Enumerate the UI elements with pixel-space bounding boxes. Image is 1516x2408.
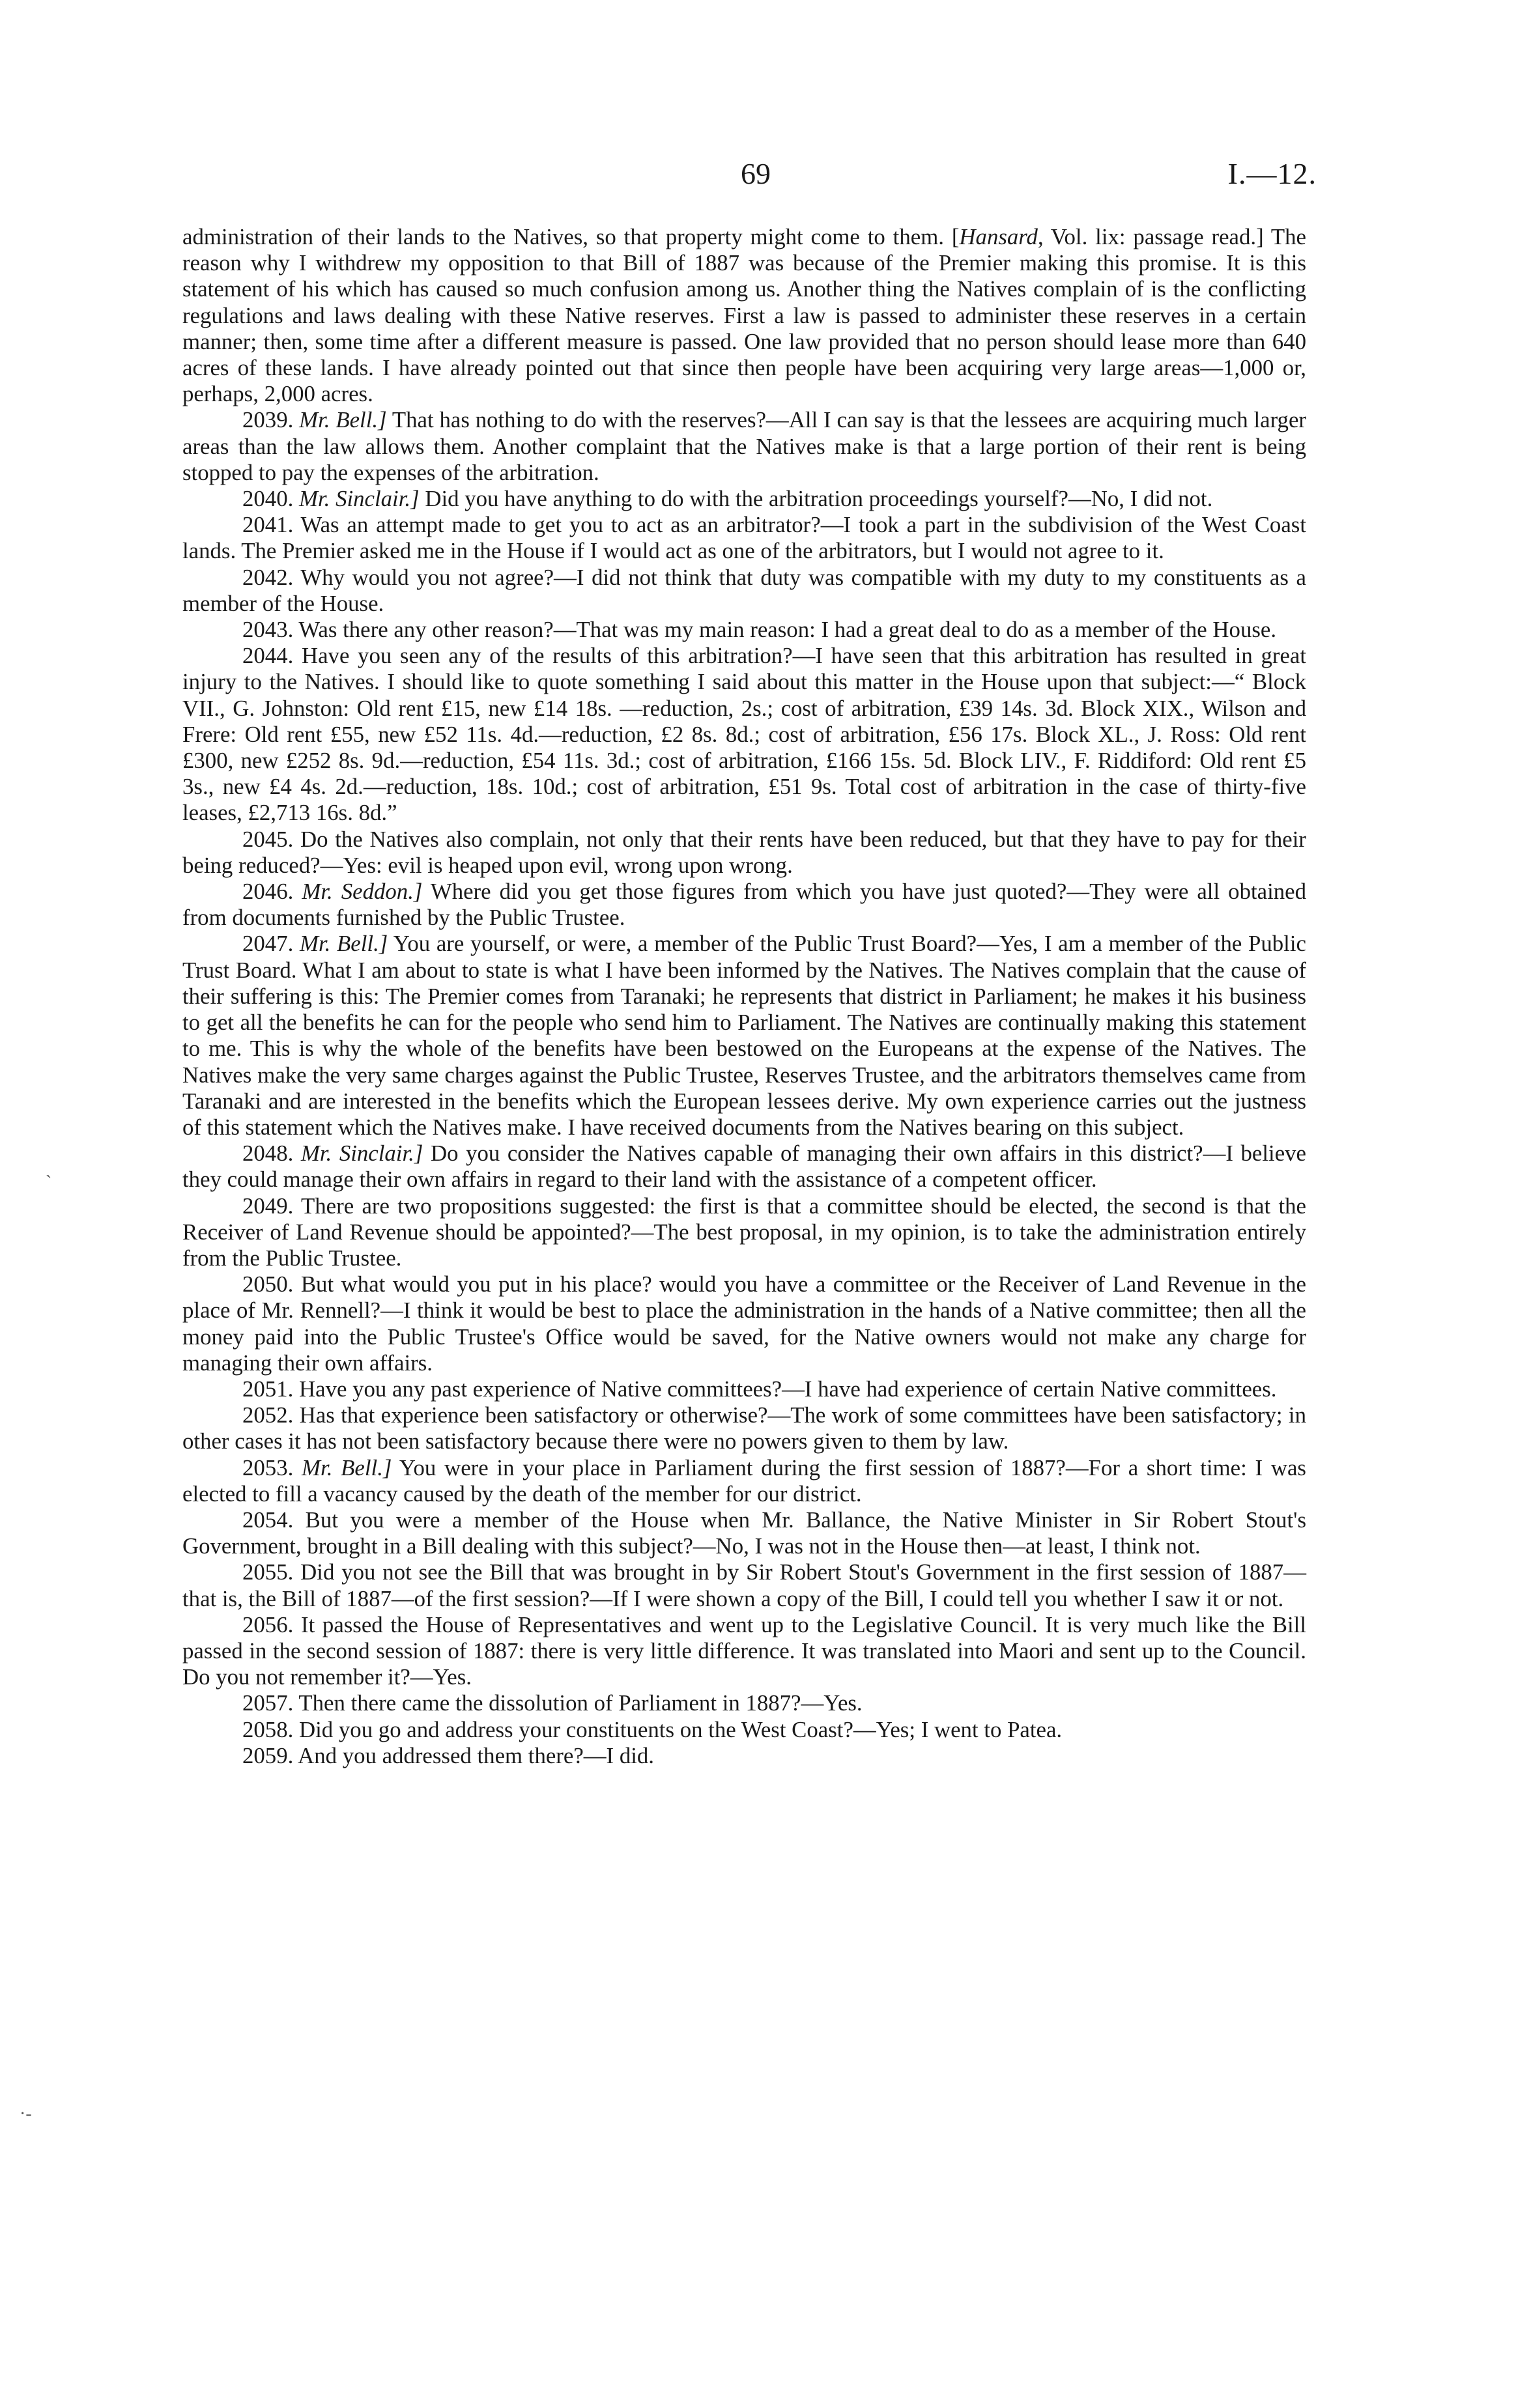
paragraph-text: Have you seen any of the results of this arbitration?—I have seen that this arbitration has resulted in great injury to the Natives. I should like to quote something I said about this matter in the House upon that subject:—“ Block VII., G. Johnston: Old rent £15, new £14 18s. —reduction, 2s.; cost of arbitration, £39 14s. 3d. Block XIX., Wilson and Frere: Old rent £55, new £52 11s. 4d.—reduction, £2 8s. 8d.; cost of arbitration, £56 17s. Block XL., J. Ross: Old rent £300, new £252 8s. 9d.—reduction, £54 11s. 3d.; cost of arbitration, £166 15s. 5d. Block LIV., F. Riddiford: Old rent £5 3s., new £4 4s. 2d.—reduction, 18s. 10d.; cost of arbitration, £51 9s. Total cost of arbitration in the case of thirty-five leases, £2,713 16s. 8d.” <box>182 643 1306 826</box>
paragraph-text: Do you consider the Natives capable of managing their own affairs in this district?—I believe they could manage their own affairs in regard to their land with the assistance of a competent officer. <box>182 1140 1307 1193</box>
paragraph-text: Then there came the dissolution of Parliament in 1887?—Yes. <box>298 1690 863 1716</box>
question-number: 2053. <box>242 1454 302 1480</box>
question-number: 2048. <box>242 1140 301 1167</box>
paragraph-text: Did you have anything to do with the arbitration proceedings yourself?—No, I did not. <box>425 486 1213 512</box>
evidence-paragraph <box>182 1717 1306 1743</box>
question-number: 2049. <box>242 1193 302 1219</box>
question-number: 2059. <box>242 1742 298 1768</box>
evidence-paragraph <box>182 486 1306 512</box>
question-number: 2044. <box>242 643 302 669</box>
evidence-paragraph <box>182 931 1306 1140</box>
question-number: 2054. <box>242 1507 306 1533</box>
question-number: 2058. <box>242 1716 299 1742</box>
evidence-paragraph <box>182 224 1306 407</box>
evidence-paragraph <box>182 1559 1306 1611</box>
evidence-paragraph <box>182 1402 1306 1454</box>
question-number: 2047. <box>242 931 300 957</box>
speaker-name: Mr. Sinclair.] <box>299 486 420 512</box>
margin-mark: ` <box>46 1172 52 1193</box>
paragraph-text: Has that experience been satisfactory or otherwise?—The work of some committees have been satisfactory; in other cases it has not been satisfactory because there were no powers given to them by law. <box>182 1402 1306 1454</box>
speaker-name: Mr. Sinclair.] <box>300 1140 423 1167</box>
paragraph-text: Where did you get those figures from which you have just quoted?—They were all obtained from documents furnished by the Public Trustee. <box>182 879 1306 931</box>
paragraph-text: Did you not see the Bill that was brought in by Sir Robert Stout's Government in the first session of 1887—that is, the Bill of 1887—of the first session?—If I were shown a copy of the Bill, I could tell you whether I saw it or not. <box>182 1559 1306 1611</box>
paragraph-text: It passed the House of Representatives and went up to the Legislative Council. It is very much like the Bill passed in the second session of 1887: there is very little difference. It was translated into Maori and sent up to the Council. Do you not remember it?—Yes. <box>182 1611 1306 1690</box>
evidence-text <box>182 224 1306 1769</box>
evidence-paragraph <box>182 1743 1306 1769</box>
paragraph-text: Was an attempt made to get you to act as an arbitrator?—I took a part in the subdivision of the West Coast lands. The Premier asked me in the House if I would act as one of the arbitrators, but I would not agree to it. <box>182 512 1306 564</box>
paper-reference: I.—12. <box>1227 157 1317 190</box>
paragraph-text: Do the Natives also complain, not only that their rents have been reduced, but that they have to pay for their being reduced?—Yes: evil is heaped upon evil, wrong upon wrong. <box>182 826 1306 878</box>
evidence-paragraph <box>182 1193 1306 1272</box>
speaker-name: Mr. Bell.] <box>299 407 387 433</box>
question-number: 2050. <box>242 1271 301 1297</box>
question-number: 2057. <box>242 1690 299 1716</box>
paragraph-text: That has nothing to do with the reserves?—All I can say is that the lessees are acquiring much larger areas than the law allows them. Another complaint that the Natives make is that a large portion of their rent is being stopped to pay the expenses of the arbitration. <box>182 407 1306 485</box>
paragraph-text: But what would you put in his place? would you have a committee or the Receiver of Land Revenue in the place of Mr. Rennell?—I think it would be best to place the administration in the hands of a Native committee; then all the money paid into the Public Trustee's Office would be saved, for the Native owners would not make any charge for managing their own affairs. <box>182 1271 1306 1376</box>
evidence-paragraph <box>182 1271 1306 1376</box>
page-header <box>0 156 1516 202</box>
evidence-paragraph <box>182 1507 1306 1559</box>
evidence-paragraph <box>182 565 1306 617</box>
paragraph-text: Have you any past experience of Native committees?—I have had experience of certain Native committees. <box>299 1376 1277 1402</box>
paragraph-text: But you were a member of the House when Mr. Ballance, the Native Minister in Sir Robert Stout's Government, brought in a Bill dealing with this subject?—No, I was not in the House then—at least, I think not. <box>182 1507 1306 1559</box>
question-number: 2055. <box>242 1559 301 1585</box>
question-number: 2056. <box>242 1611 301 1637</box>
evidence-paragraph <box>182 879 1306 931</box>
evidence-paragraph <box>182 407 1306 486</box>
paragraph-text: There are two propositions suggested: the first is that a committee should be elected, the second is that the Receiver of Land Revenue should be appointed?—The best proposal, in my opinion, is to take the administration entirely from the Public Trustee. <box>182 1193 1306 1271</box>
speaker-name: Mr. Bell.] <box>299 931 388 957</box>
paragraph-text: administration of their lands to the Natives, so that property might come to them. [Hansard, Vol. lix: passage read.] The reason why I withdrew my opposition to that Bill of 1887 was because of the Premier making this promise. It is this statement of his which has caused so much confusion among us. Another thing the Natives complain of is the conflicting regulations and laws dealing with these Native reserves. First a law is passed to administer these reserves in a certain manner; then, some time after a different measure is passed. One law provided that no person should lease more than 640 acres of these lands. I have already pointed out that since then people have been acquiring very large areas—1,000 or, perhaps, 2,000 acres. <box>182 224 1306 407</box>
question-number: 2042. <box>242 564 301 590</box>
margin-mark: ·- <box>20 2104 32 2124</box>
question-number: 2043. <box>242 617 299 643</box>
page-number: 69 <box>741 157 771 190</box>
evidence-paragraph <box>182 1690 1306 1716</box>
evidence-paragraph <box>182 512 1306 564</box>
question-number: 2039. <box>242 407 300 433</box>
evidence-paragraph <box>182 1140 1306 1193</box>
speaker-name: Mr. Bell.] <box>302 1454 392 1480</box>
question-number: 2040. <box>242 486 299 512</box>
paragraph-text: You were in your place in Parliament during the first session of 1887?—For a short time: I was elected to fill a vacancy caused by the death of the member for our district. <box>182 1454 1306 1507</box>
evidence-paragraph <box>182 1376 1306 1402</box>
speaker-name: Mr. Seddon.] <box>302 879 423 905</box>
paragraph-text: Was there any other reason?—That was my main reason: I had a great deal to do as a member of the House. <box>298 617 1277 643</box>
question-number: 2041. <box>242 512 301 538</box>
evidence-paragraph <box>182 1455 1306 1507</box>
paragraph-text: You are yourself, or were, a member of the Public Trust Board?—Yes, I am a member of the Public Trust Board. What I am about to state is what I have been informed by the Natives. The Natives complain that the cause of their suffering is this: The Premier comes from Taranaki; he represents that district in Parliament; he makes it his business to get all the benefits he can for the people who send him to Parliament. The Natives are continually making this statement to me. This is why the whole of the benefits have been bestowed on the Europeans at the expense of the Natives. The Natives make the very same charges against the Public Trustee, Reserves Trustee, and the arbitrators themselves came from Taranaki and are interested in the benefits which the European lessees derive. My own experience carries out the justness of this statement which the Natives make. I have received documents from the Natives bearing on this subject. <box>182 931 1306 1140</box>
question-number: 2045. <box>242 826 301 852</box>
evidence-paragraph <box>182 1612 1306 1691</box>
question-number: 2046. <box>242 879 302 905</box>
evidence-paragraph <box>182 617 1306 643</box>
paragraph-text: And you addressed them there?—I did. <box>298 1742 655 1768</box>
paragraph-text: Did you go and address your constituents on the West Coast?—Yes; I went to Patea. <box>299 1716 1063 1742</box>
evidence-paragraph <box>182 827 1306 879</box>
evidence-paragraph <box>182 643 1306 826</box>
question-number: 2052. <box>242 1402 300 1428</box>
question-number: 2051. <box>242 1376 299 1402</box>
paragraph-text: Why would you not agree?—I did not think that duty was compatible with my duty to my constituents as a member of the House. <box>182 564 1306 616</box>
